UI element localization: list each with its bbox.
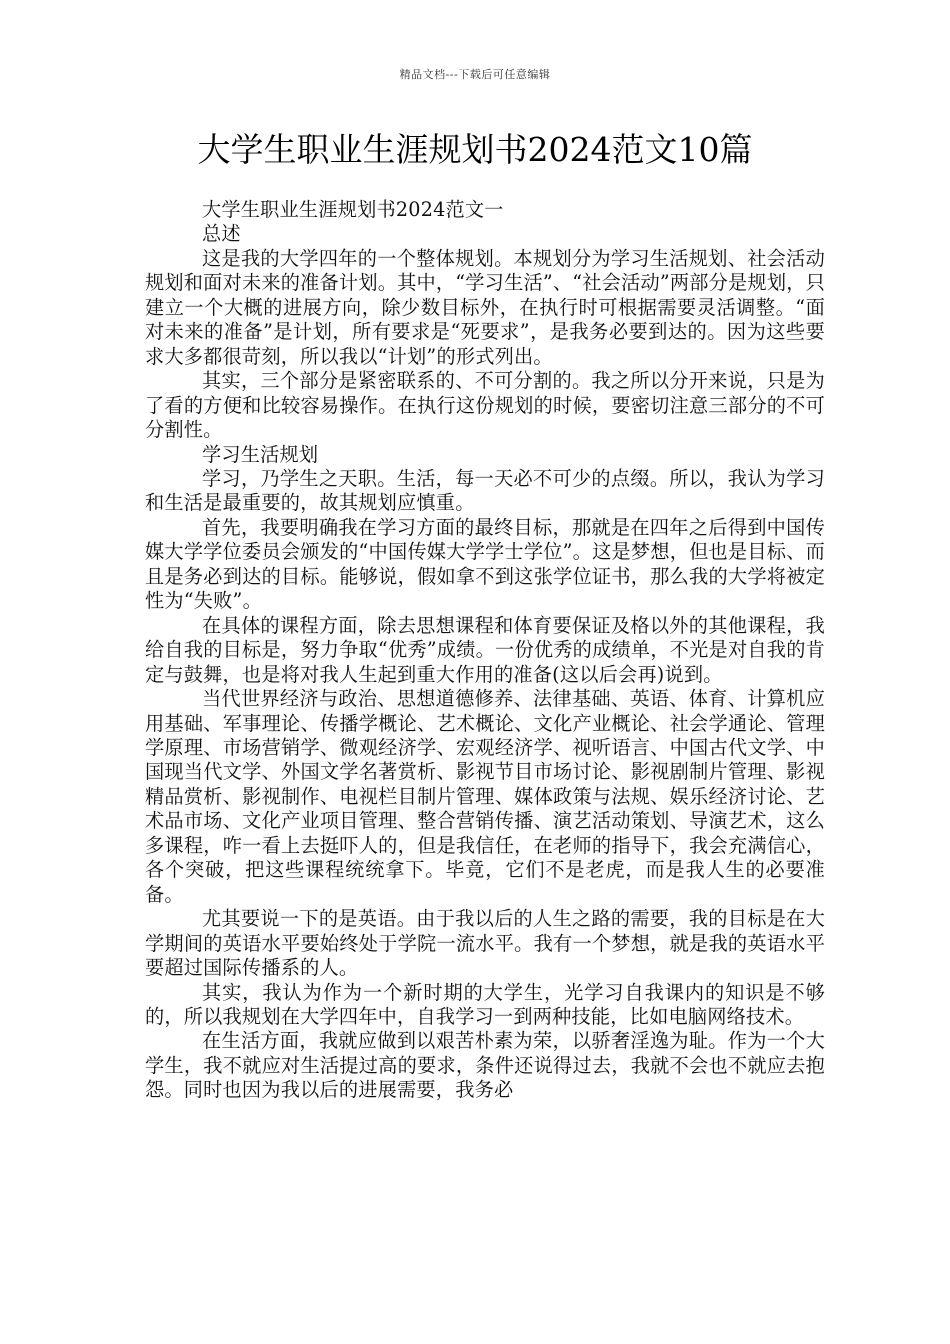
paragraph: 首先，我要明确我在学习方面的最终目标，那就是在四年之后得到中国传媒大学学位委员会颁发的“中国传媒大学学士学位”。这是梦想，但也是目标、而且是务必到达的目标。能够说，假如拿不到这张学位证书，那么我的大学将被定性为“失败”。: [145, 515, 825, 613]
paragraph: 学习，乃学生之天职。生活，每一天必不可少的点缀。所以，我认为学习和生活是最重要的，故其规划应慎重。: [145, 466, 825, 515]
header-note: 精品文档---下载后可任意编辑: [399, 68, 551, 81]
paragraph: 尤其要说一下的是英语。由于我以后的人生之路的需要，我的目标是在大学期间的英语水平要始终处于学院一流水平。我有一个梦想，就是我的英语水平要超过国际传播系的人。: [145, 907, 825, 980]
section-subtitle: 大学生职业生涯规划书2024范文一: [202, 198, 504, 221]
paragraph: 当代世界经济与政治、思想道德修养、法律基础、英语、体育、计算机应用基础、军事理论、传播学概论、艺术概论、文化产业概论、社会学通论、管理学原理、市场营销学、微观经济学、宏观经济学、视听语言、中国古代文学、中国现当代文学、外国文学名著赏析、影视节目市场讨论、影视剧制片管理、影视精品赏析、影视制作、电视栏目制片管理、媒体政策与法规、娱乐经济讨论、艺术品市场、文化产业项目管理、整合营销传播、演艺活动策划、导演艺术，这么多课程，咋一看上去挺吓人的，但是我信任，在老师的指导下，我会充满信心，各个突破，把这些课程统统拿下。毕竟，它们不是老虎，而是我人生的必要准备。: [145, 687, 825, 906]
document-body: [145, 198, 825, 1103]
document-title: 大学生职业生涯规划书2024范文10篇: [197, 130, 753, 169]
paragraph: 其实，三个部分是紧密联系的、不可分割的。我之所以分开来说，只是为了看的方便和比较容易操作。在执行这份规划的时候，要密切注意三部分的不可分割性。: [145, 369, 825, 442]
section-heading-overview: 总述: [202, 222, 241, 246]
paragraph: 在生活方面，我就应做到以艰苦朴素为荣，以骄奢淫逸为耻。作为一个大学生，我不就应对生活提过高的要求，条件还说得过去，我就不会也不就应去抱怨。同时也因为我以后的进展需要，我务必: [145, 1029, 825, 1102]
section-heading-study-life: 学习生活规划: [202, 442, 319, 466]
paragraph: 在具体的课程方面，除去思想课程和体育要保证及格以外的其他课程，我给自我的目标是，努力争取“优秀”成绩。一份优秀的成绩单，不光是对自我的肯定与鼓舞，也是将对我人生起到重大作用的准备(这以后会再)说到。: [145, 613, 825, 686]
paragraph: 其实，我认为作为一个新时期的大学生，光学习自我课内的知识是不够的，所以我规划在大学四年中，自我学习一到两种技能，比如电脑网络技术。: [145, 980, 825, 1028]
paragraph: 这是我的大学四年的一个整体规划。本规划分为学习生活规划、社会活动规划和面对未来的准备计划。其中，“学习生活”、“社会活动”两部分是规划，只建立一个大概的进展方向，除少数目标外，在执行时可根据需要灵活调整。“面对未来的准备”是计划，所有要求是“死要求”，是我务必要到达的。因为这些要求大多都很苛刻，所以我以“计划”的形式列出。: [145, 246, 825, 368]
